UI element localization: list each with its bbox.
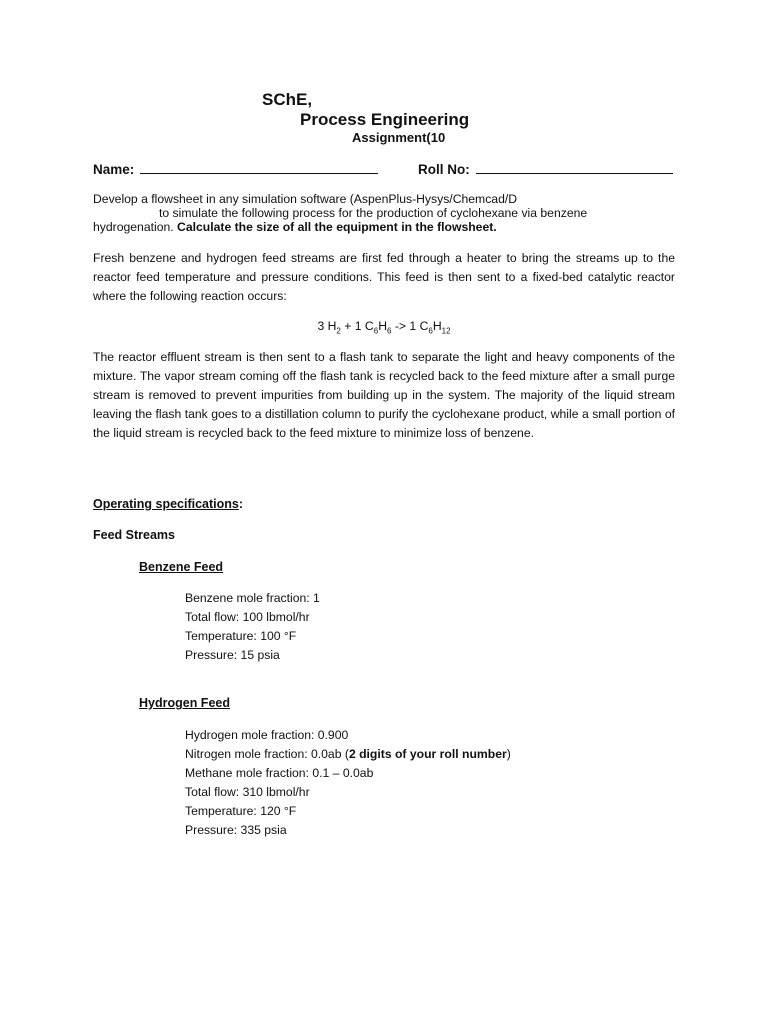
eq-sub: 2 — [336, 326, 341, 336]
list-item — [185, 745, 511, 764]
nitrogen-text: Nitrogen mole fraction: 0.0ab ( — [185, 747, 349, 761]
name-label: Name: — [93, 162, 135, 177]
list-item: Temperature: 120 °F — [185, 804, 297, 818]
eq-sub: 6 — [428, 326, 433, 336]
list-item: Benzene mole fraction: 1 — [185, 591, 320, 605]
eq-part-b: + 1 C — [340, 319, 374, 333]
intro-line-3-plain: hydrogenation. — [93, 220, 178, 234]
operating-specs-heading-text: Operating specifications — [93, 497, 239, 511]
list-item: Methane mole fraction: 0.1 – 0.0ab — [185, 766, 374, 780]
paragraph-1: Fresh benzene and hydrogen feed streams are first fed through a heater to bring the streams up to the reactor feed temperature and pressure conditions. This feed is then sent to a fixed-bed catalytic reactor where the following reaction occurs: — [93, 251, 675, 303]
eq-part-b-mid: H — [378, 319, 387, 333]
eq-part-c-mid: H — [432, 319, 442, 333]
benzene-feed-list — [185, 589, 320, 665]
assignment-title: Assignment(10 — [352, 130, 446, 145]
reaction-equation — [0, 319, 768, 335]
eq-sub: 12 — [441, 326, 451, 336]
eq-sub: 6 — [387, 326, 392, 336]
eq-part-a: 3 H — [317, 319, 337, 333]
nitrogen-note-bold: 2 digits of your roll number — [348, 747, 507, 761]
list-item: Pressure: 15 psia — [185, 648, 280, 662]
hydrogen-feed-heading: Hydrogen Feed — [139, 696, 230, 710]
name-blank-line — [140, 161, 378, 174]
roll-label: Roll No: — [418, 162, 470, 177]
list-item: Total flow: 100 lbmol/hr — [185, 610, 310, 624]
feed-streams-heading: Feed Streams — [93, 528, 175, 542]
hydrogen-feed-list — [185, 726, 511, 840]
intro-line-3 — [93, 220, 675, 234]
paragraph-2: The reactor effluent stream is then sent to a flash tank to separate the light and heavy components of the mixture. The vapor stream coming off the flash tank is recycled back to the feed mixture after a small purge stream is removed to prevent impurities from building up in the system. The majority of the liquid stream leaving the flash tank goes to a distillation column to purify the cyclohexane product, while a small portion of the liquid stream is recycled back to the feed mixture to minimize loss of benzene. — [93, 350, 675, 440]
intro-line-2: to simulate the following process for the production of cyclohexane via benzene — [159, 206, 588, 220]
list-item: Hydrogen mole fraction: 0.900 — [185, 728, 349, 742]
eq-sub: 6 — [373, 326, 379, 336]
list-item: Temperature: 100 °F — [185, 629, 297, 643]
institution-title: SChE, — [262, 90, 313, 109]
list-item: Pressure: 335 psia — [185, 823, 287, 837]
benzene-feed-heading: Benzene Feed — [139, 560, 224, 574]
intro-line-3-bold: Calculate the size of all the equipment in the flowsheet. — [177, 220, 497, 234]
operating-specs-colon: : — [238, 497, 244, 511]
roll-blank-line — [476, 161, 673, 174]
name-field — [93, 161, 378, 177]
list-item: Total flow: 310 lbmol/hr — [185, 785, 310, 799]
intro-paragraph — [93, 192, 675, 234]
operating-specs-heading — [93, 497, 243, 511]
intro-line-1: Develop a flowsheet in any simulation software (AspenPlus-Hysys/Chemcad/D — [93, 192, 518, 206]
eq-part-c: -> 1 C — [391, 319, 429, 333]
course-title: Process Engineering — [300, 110, 470, 129]
nitrogen-close-paren: ) — [506, 747, 511, 761]
roll-field — [418, 161, 673, 177]
